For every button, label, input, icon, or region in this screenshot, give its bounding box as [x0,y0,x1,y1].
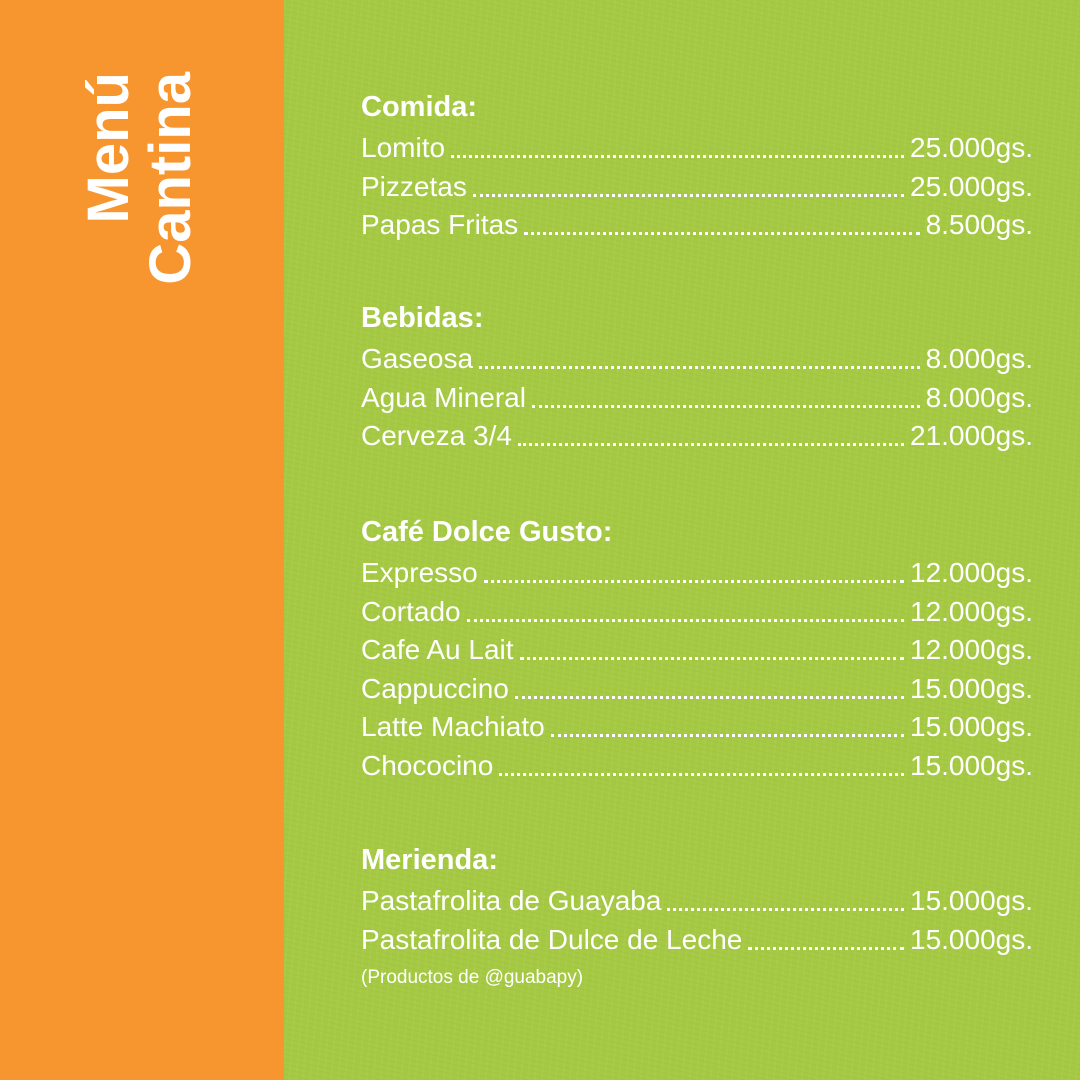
menu-item [361,631,1033,670]
item-name: Pastafrolita de Guayaba [361,885,662,916]
menu-item [361,708,1033,747]
dot-leader [518,442,904,446]
item-name: Expresso [361,557,478,588]
item-price: 15.000gs. [910,749,1033,781]
item-name: Cafe Au Lait [361,634,514,665]
item-price: 8.000gs. [925,381,1033,413]
section-cafe-dolce-gusto [361,514,1033,785]
menu-item [361,206,1033,245]
menu-item [361,747,1033,786]
item-price: 15.000gs. [910,711,1033,742]
section-heading: Café Dolce Gusto: [361,516,613,548]
item-price: 12.000gs. [910,595,1033,627]
title-wrap [78,72,208,312]
section-comida [361,89,1033,245]
item-price: 25.000gs. [910,132,1033,163]
section-merienda [361,842,1033,991]
dot-leader [499,772,904,776]
item-name: Cerveza 3/4 [361,420,512,451]
item-name: Cortado [361,595,461,627]
item-price: 8.000gs. [925,343,1033,374]
menu-item [361,417,1033,456]
dot-leader [484,579,904,583]
dot-leader [520,656,904,660]
menu-title [78,72,208,312]
sidebar [0,0,284,1080]
title-line-cantina: Cantina [138,72,203,285]
menu-item [361,340,1033,379]
menu-item [361,379,1033,418]
menu-item [361,129,1033,168]
item-name: Pizzetas [361,170,467,202]
section-bebidas [361,300,1033,456]
item-name: Papas Fritas [361,209,519,240]
menu-item [361,593,1033,632]
item-price: 25.000gs. [910,170,1033,202]
dot-leader [667,907,904,911]
item-price: 15.000gs. [910,923,1033,955]
item-name: Lomito [361,132,446,163]
menu-item [361,670,1033,709]
item-name: Pastafrolita de Dulce de Leche [361,923,743,955]
dot-leader [467,618,904,622]
item-name: Agua Mineral [361,381,526,413]
section-heading: Comida: [361,91,477,123]
dot-leader [473,193,904,197]
title-line-menu: Menú [76,72,141,224]
menu-item [361,168,1033,207]
dot-leader [524,231,919,235]
section-heading: Bebidas: [361,302,484,334]
dot-leader [451,154,904,158]
menu-item [361,554,1033,593]
section-heading: Merienda: [361,844,498,876]
item-price: 8.500gs. [925,209,1033,240]
dot-leader [532,404,920,408]
item-price: 21.000gs. [910,420,1033,451]
item-price: 15.000gs. [910,885,1033,916]
item-price: 12.000gs. [910,557,1033,588]
dot-leader [515,695,904,699]
item-price: 12.000gs. [910,634,1033,665]
item-name: Chococino [361,749,494,781]
item-price: 15.000gs. [910,672,1033,704]
dot-leader [551,733,904,737]
footnote: (Productos de @guabapy) [361,967,584,988]
menu-item [361,882,1033,921]
item-name: Gaseosa [361,343,474,374]
item-name: Cappuccino [361,672,509,704]
item-name: Latte Machiato [361,711,545,742]
dot-leader [748,946,904,950]
menu-item [361,921,1033,960]
dot-leader [479,365,920,369]
